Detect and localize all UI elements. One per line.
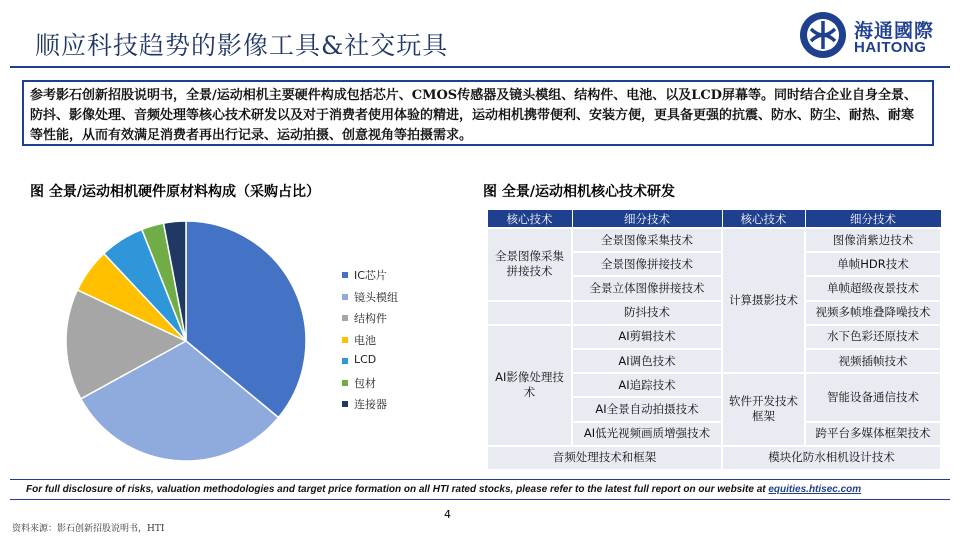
website-link[interactable]: equities.htisec.com [768,484,862,495]
core-tech-table [486,209,942,471]
sub-tech-cell: 防抖技术 [572,301,722,325]
legend-label: IC芯片 [354,269,387,282]
page-number: 4 [444,508,451,521]
sub-tech-cell: AI全景自动拍摄技术 [572,397,722,421]
legend-label: 结构件 [354,312,387,325]
tech-table-caption: 图 全景/运动相机核心技术研发 [483,184,675,200]
page-title: 顺应科技趋势的影像工具&社交玩具 [35,31,449,60]
sub-tech-cell: AI调色技术 [572,349,722,373]
sub-tech-cell: 单帧超级夜景技术 [805,276,941,300]
table-header: 细分技术 [572,210,722,229]
legend-swatch [342,272,348,278]
table-row [487,325,941,349]
source-note: 资料来源：影石创新招股说明书，HTI [12,524,165,534]
disclaimer-text: For full disclosure of risks, valuation methodologies and target price formation on all HTI rated stocks, please refer to the latest full report on our website at [26,484,769,495]
sub-tech-cell: AI剪辑技术 [572,325,722,349]
legend-swatch [342,294,348,300]
legend-swatch [342,315,348,321]
sub-tech-cell: 全景图像拼接技术 [572,252,722,276]
footer-divider-2 [10,499,950,500]
table-row [487,228,941,252]
header-divider [10,66,950,68]
pie-chart-caption: 图 全景/运动相机硬件原材料构成（采购占比） [30,184,320,200]
legend-label: 包材 [354,376,376,390]
sub-tech-cell: 跨平台多媒体框架技术 [805,422,941,446]
table-row [487,446,941,470]
legend-swatch [342,380,348,386]
logo-chinese-text: 海通國際 [854,20,935,42]
table-header: 核心技术 [722,210,805,229]
legend-label: 连接器 [354,398,387,411]
footer-divider [10,479,950,480]
core-tech-cell: 全景图像采集拼接技术 [487,228,572,301]
haitong-logo [798,10,948,62]
sub-tech-cell: 视频插帧技术 [805,349,941,373]
core-tech-cell: 软件开发技术框架 [722,373,805,446]
table-header: 细分技术 [805,210,941,229]
sub-tech-cell: 水下色彩还原技术 [805,325,941,349]
table-header-row [487,210,941,229]
table-header: 核心技术 [487,210,572,229]
summary-box: 参考影石创新招股说明书，全景/运动相机主要硬件构成包括芯片、CMOS传感器及镜头模组、结构件、电池、以及LCD屏幕等。同时结合企业自身全景、防抖、影像处理、音频处理等核心技术研发以及对于消费者使用体验的精进，运动相机携带便利、安装方便，更具备更强的抗震、防水、防尘、耐热、耐寒等性能，从而有效满足消费者再出行记录、运动拍摄、创意视角等拍摄需求。 [22,80,934,146]
legend-label: 镜头模组 [354,290,398,304]
sub-tech-cell: 全景图像采集技术 [572,228,722,252]
sub-tech-cell: 图像消紫边技术 [805,228,941,252]
legend-swatch [342,401,348,407]
disclaimer [26,484,861,495]
sub-tech-cell: 单帧HDR技术 [805,252,941,276]
sub-tech-cell: AI低光视频画质增强技术 [572,422,722,446]
materials-pie-chart [60,210,320,472]
sub-tech-cell: 智能设备通信技术 [805,373,941,421]
legend-swatch [342,337,348,343]
core-tech-cell: 计算摄影技术 [722,228,805,373]
core-tech-cell: AI影像处理技术 [487,325,572,446]
sub-tech-cell: AI追踪技术 [572,373,722,397]
legend-label: 电池 [354,333,376,347]
core-tech-cell-empty [487,301,572,325]
haitong-logo-icon [798,10,848,60]
bottom-tech-cell: 音频处理技术和框架 [487,446,722,470]
logo-english-text: HAITONG [854,39,927,56]
table-row [487,301,941,325]
sub-tech-cell: 全景立体图像拼接技术 [572,276,722,300]
legend-label: LCD [354,353,377,366]
sub-tech-cell: 视频多帧堆叠降噪技术 [805,301,941,325]
bottom-tech-cell: 模块化防水相机设计技术 [722,446,941,470]
legend-swatch [342,358,348,364]
